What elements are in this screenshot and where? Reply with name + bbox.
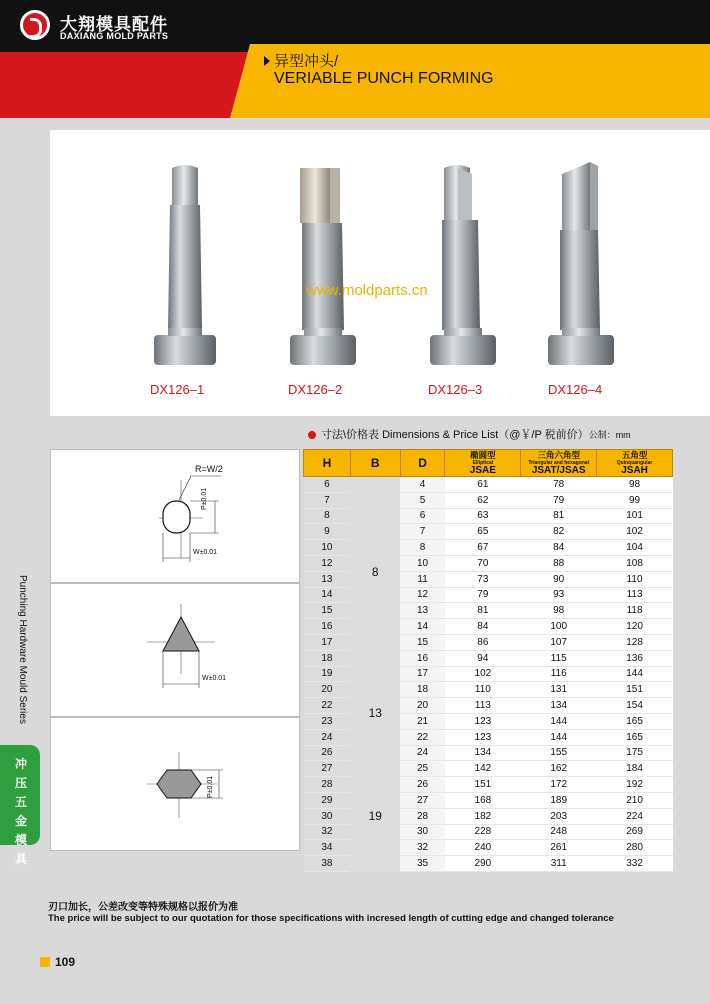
red-bullet-icon <box>308 431 316 439</box>
cell-d: 25 <box>400 761 445 777</box>
cell-jsae-price: 123 <box>445 713 521 729</box>
jsae-code: JSAE <box>469 464 496 476</box>
cell-jsat-price: 144 <box>521 729 597 745</box>
jsah-cn: 五角型 <box>621 449 648 460</box>
cell-h: 28 <box>304 777 351 793</box>
cell-jsah-price: 113 <box>597 587 673 603</box>
cell-jsae-price: 73 <box>445 571 521 587</box>
cell-d: 24 <box>400 745 445 761</box>
cell-jsah-price: 118 <box>597 603 673 619</box>
logo-text-en: DAXIANG MOLD PARTS <box>60 31 169 41</box>
page-marker-icon <box>40 957 50 967</box>
cell-d: 27 <box>400 792 445 808</box>
cell-h: 14 <box>304 587 351 603</box>
cell-jsat-price: 78 <box>521 477 597 493</box>
jsat-cn: 三角六角型 <box>537 449 580 460</box>
hexagonal-section-diagram <box>50 717 300 851</box>
punch-label-4: DX126–4 <box>548 382 603 397</box>
note-cn: 刃口加长，公差改变等特殊规格以报价为准 <box>48 902 238 913</box>
cell-h: 10 <box>304 540 351 556</box>
cell-d: 5 <box>400 492 445 508</box>
cell-d: 6 <box>400 508 445 524</box>
triangular-section-diagram <box>50 583 300 717</box>
cell-h: 22 <box>304 698 351 714</box>
cell-jsat-price: 88 <box>521 555 597 571</box>
cell-d: 35 <box>400 856 445 872</box>
cell-d: 11 <box>400 571 445 587</box>
cell-d: 4 <box>400 477 445 493</box>
radius-label: R=W/2 <box>195 464 223 474</box>
dimensions-heading-text: 寸法\价格表 Dimensions & Price List（@￥/P 税前价） <box>321 429 589 441</box>
cell-jsah-price: 280 <box>597 840 673 856</box>
cell-jsah-price: 224 <box>597 808 673 824</box>
punch-label-2: DX126–2 <box>288 382 343 397</box>
triangle-shape-icon <box>51 584 299 716</box>
table-body <box>304 477 673 872</box>
cell-jsae-price: 113 <box>445 698 521 714</box>
p-tolerance-label: P±0.01 <box>201 487 208 510</box>
cell-d: 22 <box>400 729 445 745</box>
dimensions-heading <box>308 426 631 442</box>
cell-h: 32 <box>304 824 351 840</box>
cell-h: 27 <box>304 761 351 777</box>
page-header <box>0 0 710 118</box>
cell-jsat-price: 144 <box>521 713 597 729</box>
cell-jsae-price: 94 <box>445 650 521 666</box>
cell-d: 21 <box>400 713 445 729</box>
cell-h: 8 <box>304 508 351 524</box>
col-b-header: B <box>350 450 400 477</box>
cell-jsae-price: 67 <box>445 540 521 556</box>
cell-jsah-price: 120 <box>597 619 673 635</box>
cell-jsae-price: 63 <box>445 508 521 524</box>
cell-d: 12 <box>400 587 445 603</box>
punch-label-1: DX126–1 <box>150 382 205 397</box>
cell-h: 19 <box>304 666 351 682</box>
cell-jsae-price: 151 <box>445 777 521 793</box>
punch-dx126-4-image <box>546 160 616 380</box>
cell-jsat-price: 90 <box>521 571 597 587</box>
series-label-cn: 冲压五金模具 <box>14 757 27 866</box>
punch-dx126-3-image <box>428 160 498 380</box>
cell-jsat-price: 79 <box>521 492 597 508</box>
cell-h: 17 <box>304 634 351 650</box>
daxiang-logo-icon <box>20 10 50 40</box>
cell-jsat-price: 84 <box>521 540 597 556</box>
cell-jsae-price: 110 <box>445 682 521 698</box>
cell-jsae-price: 81 <box>445 603 521 619</box>
cell-h: 34 <box>304 840 351 856</box>
cell-jsah-price: 175 <box>597 745 673 761</box>
cell-jsae-price: 142 <box>445 761 521 777</box>
cell-d: 15 <box>400 634 445 650</box>
section-title-cn <box>264 50 338 71</box>
cell-d: 26 <box>400 777 445 793</box>
cell-d: 18 <box>400 682 445 698</box>
cell-d: 16 <box>400 650 445 666</box>
cell-jsat-price: 248 <box>521 824 597 840</box>
cell-b: 8 <box>350 477 400 667</box>
cell-jsat-price: 98 <box>521 603 597 619</box>
section-title-cn-text: 异型冲头/ <box>274 53 339 70</box>
cell-jsat-price: 82 <box>521 524 597 540</box>
price-table <box>303 449 673 872</box>
col-jsat-header <box>521 450 597 477</box>
cell-jsae-price: 182 <box>445 808 521 824</box>
cell-jsat-price: 155 <box>521 745 597 761</box>
cell-jsah-price: 101 <box>597 508 673 524</box>
cell-h: 23 <box>304 713 351 729</box>
cell-jsae-price: 61 <box>445 477 521 493</box>
cell-jsah-price: 144 <box>597 666 673 682</box>
cell-jsae-price: 168 <box>445 792 521 808</box>
cell-jsae-price: 84 <box>445 619 521 635</box>
cell-jsat-price: 134 <box>521 698 597 714</box>
cell-d: 20 <box>400 698 445 714</box>
col-d-header: D <box>400 450 445 477</box>
cell-h: 18 <box>304 650 351 666</box>
cell-jsae-price: 79 <box>445 587 521 603</box>
cell-jsah-price: 98 <box>597 477 673 493</box>
cell-h: 29 <box>304 792 351 808</box>
section-title-en: VERIABLE PUNCH FORMING <box>274 70 494 87</box>
cell-h: 24 <box>304 729 351 745</box>
cell-jsae-price: 65 <box>445 524 521 540</box>
cell-d: 32 <box>400 840 445 856</box>
cell-d: 8 <box>400 540 445 556</box>
cell-d: 13 <box>400 603 445 619</box>
cell-jsae-price: 62 <box>445 492 521 508</box>
w-tolerance-label: W±0.01 <box>202 675 227 682</box>
cell-jsae-price: 123 <box>445 729 521 745</box>
cell-jsat-price: 107 <box>521 634 597 650</box>
cell-d: 7 <box>400 524 445 540</box>
punch-dx126-2-image <box>288 160 358 380</box>
col-jsae-header <box>445 450 521 477</box>
cell-h: 13 <box>304 571 351 587</box>
jsah-sub: Quinquangular <box>616 459 653 466</box>
table-row <box>304 761 673 777</box>
header-red-band <box>0 52 250 118</box>
cell-jsah-price: 136 <box>597 650 673 666</box>
cell-h: 38 <box>304 856 351 872</box>
cell-jsat-price: 189 <box>521 792 597 808</box>
cell-jsae-price: 86 <box>445 634 521 650</box>
cell-b: 13 <box>350 666 400 761</box>
unit-label: 公制：mm <box>588 430 631 440</box>
jsat-code: JSAT/JSAS <box>531 464 586 476</box>
cell-h: 6 <box>304 477 351 493</box>
cell-jsah-price: 104 <box>597 540 673 556</box>
page-number: 109 <box>55 955 76 969</box>
cell-jsat-price: 115 <box>521 650 597 666</box>
triangle-bullet-icon <box>264 56 270 66</box>
cell-jsat-price: 203 <box>521 808 597 824</box>
cell-jsah-price: 192 <box>597 777 673 793</box>
jsae-sub: Elliptical <box>472 459 494 466</box>
product-photo-panel <box>50 130 710 416</box>
cell-jsat-price: 100 <box>521 619 597 635</box>
cell-jsah-price: 332 <box>597 856 673 872</box>
cell-jsae-price: 290 <box>445 856 521 872</box>
cell-d: 17 <box>400 666 445 682</box>
cell-jsae-price: 70 <box>445 555 521 571</box>
series-label-en <box>12 575 34 745</box>
watermark-url: www.moldparts.cn <box>306 282 428 299</box>
table-row <box>304 477 673 493</box>
jsae-cn: 椭圆型 <box>470 449 496 460</box>
cell-jsat-price: 311 <box>521 856 597 872</box>
punch-label-3: DX126–3 <box>428 382 483 397</box>
cell-jsah-price: 102 <box>597 524 673 540</box>
cell-jsat-price: 131 <box>521 682 597 698</box>
punch-dx126-1-image <box>150 160 220 380</box>
cell-h: 7 <box>304 492 351 508</box>
cell-h: 15 <box>304 603 351 619</box>
col-h-header: H <box>304 450 351 477</box>
cell-h: 9 <box>304 524 351 540</box>
cell-jsah-price: 154 <box>597 698 673 714</box>
cell-jsae-price: 228 <box>445 824 521 840</box>
hexagon-shape-icon <box>51 718 299 850</box>
cell-jsah-price: 184 <box>597 761 673 777</box>
cell-jsae-price: 134 <box>445 745 521 761</box>
cell-jsae-price: 102 <box>445 666 521 682</box>
cell-h: 26 <box>304 745 351 761</box>
cell-b: 19 <box>350 761 400 872</box>
cell-jsah-price: 269 <box>597 824 673 840</box>
cell-d: 28 <box>400 808 445 824</box>
table-header-row <box>304 450 673 477</box>
cell-jsat-price: 93 <box>521 587 597 603</box>
cell-jsat-price: 162 <box>521 761 597 777</box>
elliptical-section-diagram <box>50 449 300 583</box>
cell-jsah-price: 165 <box>597 713 673 729</box>
cell-jsat-price: 261 <box>521 840 597 856</box>
cell-d: 30 <box>400 824 445 840</box>
cell-jsah-price: 151 <box>597 682 673 698</box>
cell-h: 16 <box>304 619 351 635</box>
cell-jsah-price: 128 <box>597 634 673 650</box>
cell-jsah-price: 210 <box>597 792 673 808</box>
ellipse-shape-icon <box>51 450 299 582</box>
cell-jsah-price: 165 <box>597 729 673 745</box>
jsah-code: JSAH <box>621 464 648 476</box>
cell-d: 14 <box>400 619 445 635</box>
cell-jsat-price: 81 <box>521 508 597 524</box>
cell-h: 30 <box>304 808 351 824</box>
series-label-en-text: Punching Hardware Mould Series <box>17 575 28 724</box>
cell-jsat-price: 116 <box>521 666 597 682</box>
cell-jsae-price: 240 <box>445 840 521 856</box>
note-en: The price will be subject to our quotation for those specifications with incresed length of cutting edge and changed tolerance <box>48 913 614 924</box>
p-tolerance-label: P±0.01 <box>207 775 214 798</box>
cell-jsah-price: 99 <box>597 492 673 508</box>
jsat-sub: Triangular and hexagonal <box>528 459 589 466</box>
cell-h: 20 <box>304 682 351 698</box>
cell-h: 12 <box>304 555 351 571</box>
cell-d: 10 <box>400 555 445 571</box>
table-row <box>304 666 673 682</box>
cell-jsah-price: 108 <box>597 555 673 571</box>
logo-text-cn: 大翔模具配件 <box>60 15 168 34</box>
w-tolerance-label: W±0.01 <box>193 549 218 556</box>
cell-jsah-price: 110 <box>597 571 673 587</box>
col-jsah-header <box>597 450 673 477</box>
cell-jsat-price: 172 <box>521 777 597 793</box>
